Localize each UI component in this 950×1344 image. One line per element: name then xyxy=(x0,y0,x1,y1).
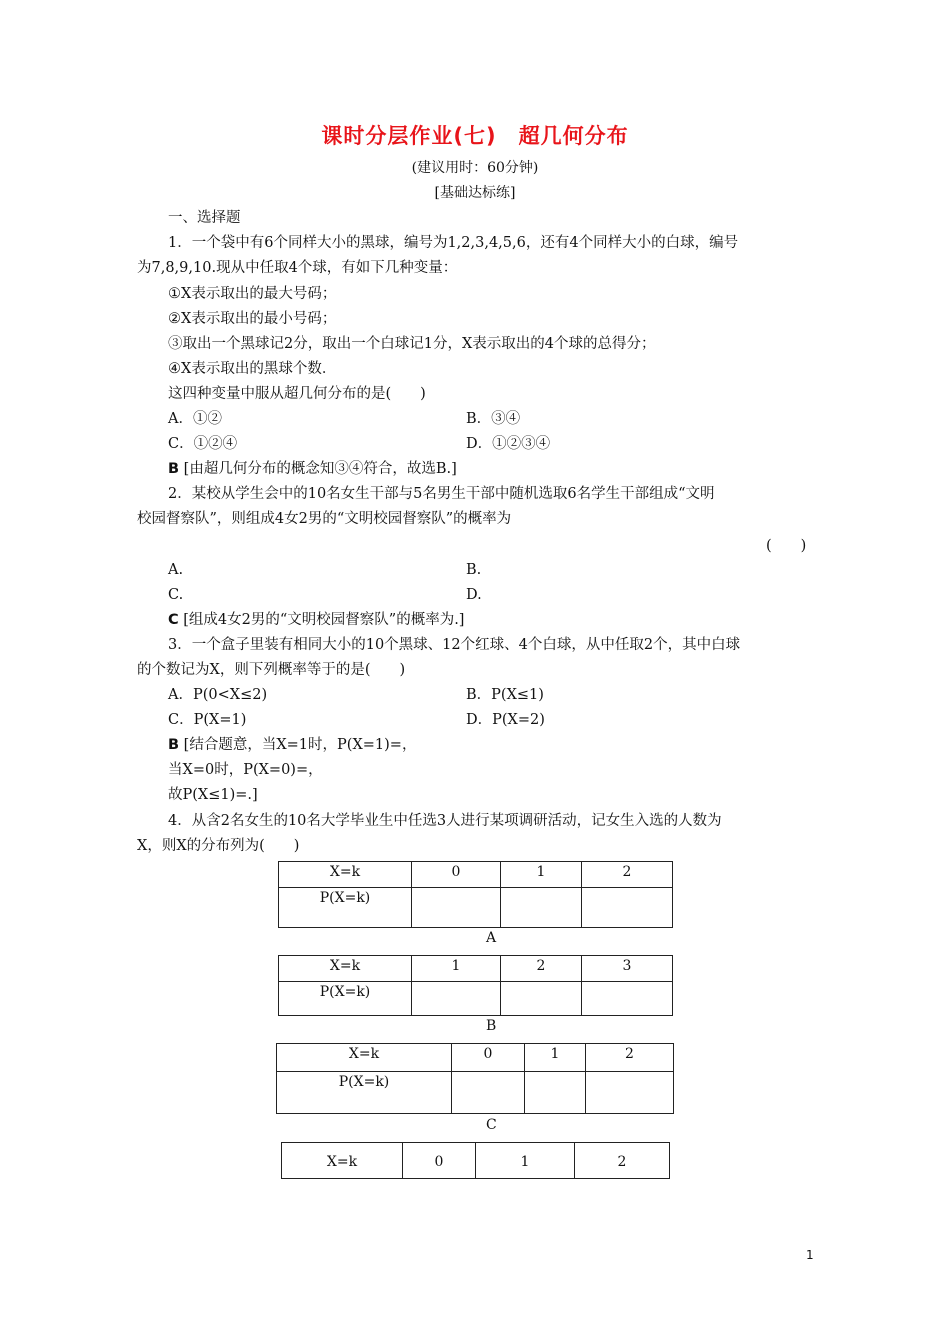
q3-option-a: A．P(0<X≤2) xyxy=(168,687,268,703)
table-cell: 2 xyxy=(586,1044,674,1072)
q1-option-a: A．①② xyxy=(168,411,222,427)
table-cell: 1 xyxy=(501,862,582,888)
table-caption-c: C xyxy=(486,1117,497,1133)
q1-item-4: ④X表示取出的黑球个数． xyxy=(168,361,337,377)
row-label-k: X=k xyxy=(282,1143,403,1179)
table-cell xyxy=(586,1072,674,1114)
part-heading: 一、选择题 xyxy=(168,210,241,226)
q1-item-3: ③取出一个黑球记2分，取出一个白球记1分，X表示取出的4个球的总得分； xyxy=(168,336,656,352)
q3-stem-line2: 的个数记为X，则下列概率等于的是( ) xyxy=(137,662,406,678)
q1-item-2: ②X表示取出的最小号码； xyxy=(168,311,337,327)
page-title: 课时分层作业(七) 超几何分布 xyxy=(321,124,629,148)
row-label-k: X=k xyxy=(279,862,412,888)
q2-stem-line1: 2．某校从学生会中的10名女生干部与5名男生干部中随机选取6名学生干部组成“文明 xyxy=(168,486,715,502)
table-cell xyxy=(412,982,501,1016)
distribution-table-a xyxy=(278,861,673,928)
q3-stem-line1: 3．一个盒子里装有相同大小的10个黑球、12个红球、4个白球，从中任取2个，其中白球 xyxy=(168,637,741,653)
table-cell xyxy=(412,888,501,928)
q1-option-b: B．③④ xyxy=(466,411,521,427)
q4-stem-line2: X，则X的分布列为( ) xyxy=(137,838,300,854)
q3-option-d: D．P(X=2) xyxy=(466,712,545,728)
table-cell: 0 xyxy=(452,1044,525,1072)
q1-option-d: D．①②③④ xyxy=(466,436,551,452)
row-label-p: P(X=k) xyxy=(279,888,412,928)
q2-option-a: A. xyxy=(168,562,184,578)
q2-stem-line2: 校园督察队”，则组成4女2男的“文明校园督察队”的概率为 xyxy=(137,511,512,527)
table-caption-a: A xyxy=(486,930,497,946)
table-cell: 0 xyxy=(412,862,501,888)
q2-answer-letter: C xyxy=(168,612,179,628)
q3-option-c: C．P(X=1) xyxy=(168,712,247,728)
q2-option-d: D. xyxy=(466,587,482,603)
q2-option-b: B. xyxy=(466,562,482,578)
row-label-k: X=k xyxy=(279,956,412,982)
q3-option-b: B．P(X≤1) xyxy=(466,687,544,703)
table-cell: 2 xyxy=(501,956,582,982)
distribution-table-d xyxy=(281,1142,670,1179)
table-cell: 2 xyxy=(582,862,673,888)
q1-answer-letter: B xyxy=(168,461,180,477)
table-cell: 1 xyxy=(525,1044,586,1072)
q1-answer-text: [由超几何分布的概念知③④符合，故选B.] xyxy=(183,461,457,477)
table-cell: 3 xyxy=(582,956,673,982)
table-cell: 0 xyxy=(403,1143,476,1179)
q4-stem-line1: 4．从含2名女生的10名大学毕业生中任选3人进行某项调研活动，记女生入选的人数为 xyxy=(168,813,722,829)
table-cell: 1 xyxy=(476,1143,575,1179)
q1-question: 这四种变量中服从超几何分布的是( ) xyxy=(168,386,426,402)
distribution-table-c xyxy=(276,1043,674,1114)
q2-answer xyxy=(168,610,848,630)
row-label-k: X=k xyxy=(277,1044,452,1072)
page-number: 1 xyxy=(806,1248,814,1262)
q2-option-c: C. xyxy=(168,587,184,603)
table-cell: 1 xyxy=(412,956,501,982)
q3-answer-line3: 故P(X≤1)=.] xyxy=(168,787,258,803)
q3-answer-line1: [结合题意，当X=1时，P(X=1)=， xyxy=(183,737,417,753)
table-cell: 2 xyxy=(575,1143,670,1179)
table-cell xyxy=(582,888,673,928)
row-label-p: P(X=k) xyxy=(279,982,412,1016)
table-cell xyxy=(501,888,582,928)
q1-stem-line1: 1．一个袋中有6个同样大小的黑球，编号为1,2,3,4,5,6，还有4个同样大小的白球，编号 xyxy=(168,235,739,251)
table-cell xyxy=(452,1072,525,1114)
q2-answer-paren: ( ) xyxy=(766,538,807,554)
q3-answer-line2: 当X=0时，P(X=0)=， xyxy=(168,762,323,778)
q1-answer xyxy=(168,459,848,479)
row-label-p: P(X=k) xyxy=(277,1072,452,1114)
q1-option-c: C．①②④ xyxy=(168,436,238,452)
time-note: (建议用时：60分钟) xyxy=(411,160,539,176)
q1-stem-line2: 为7,8,9,10.现从中任取4个球，有如下几种变量： xyxy=(137,260,458,276)
q2-answer-text: [组成4女2男的“文明校园督察队”的概率为.] xyxy=(183,612,465,628)
q3-answer-letter: B xyxy=(168,737,180,753)
distribution-table-b xyxy=(278,955,673,1016)
table-caption-b: B xyxy=(486,1018,497,1034)
q1-item-1: ①X表示取出的最大号码； xyxy=(168,286,337,302)
q3-answer xyxy=(168,735,848,755)
table-cell xyxy=(501,982,582,1016)
table-cell xyxy=(582,982,673,1016)
table-cell xyxy=(525,1072,586,1114)
section-tag: [基础达标练] xyxy=(434,185,516,201)
